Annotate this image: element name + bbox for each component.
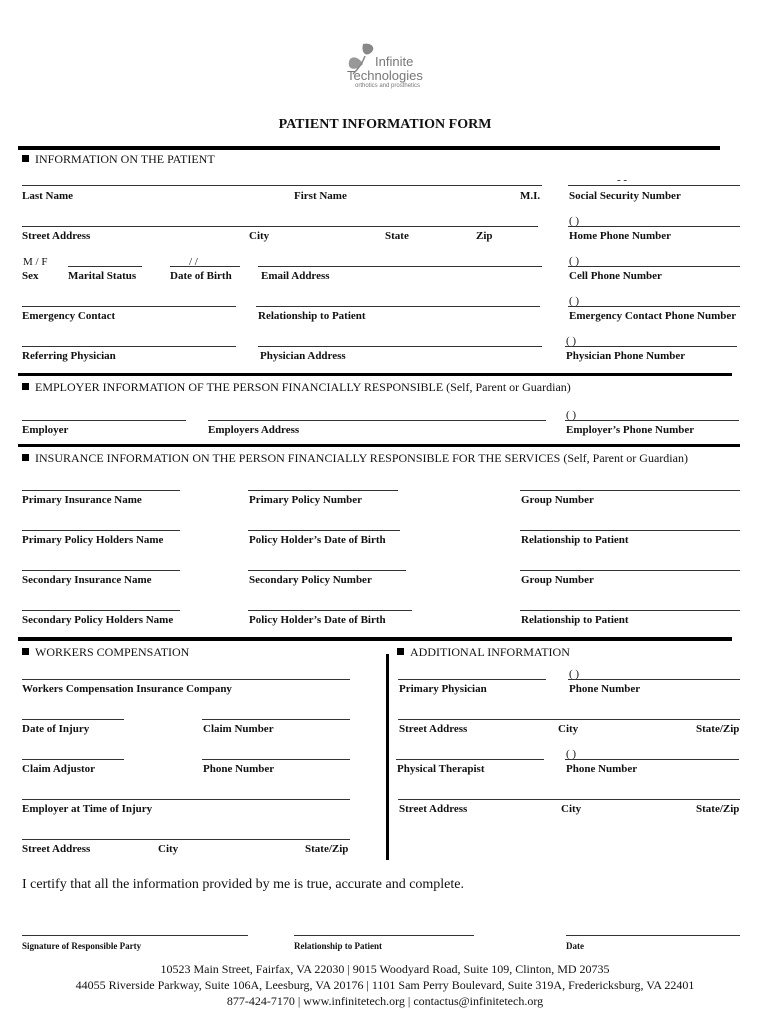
label-signature-relationship: Relationship to Patient bbox=[294, 941, 383, 951]
relationship-field[interactable] bbox=[520, 610, 740, 611]
label-home-phone: Home Phone Number bbox=[569, 230, 672, 242]
employer-phone-prefill: ( ) bbox=[566, 409, 577, 421]
workers-street-field[interactable] bbox=[22, 839, 350, 840]
secondary-holders-field[interactable] bbox=[22, 610, 180, 611]
relationship-field[interactable] bbox=[520, 530, 740, 531]
claim-adjustor-field[interactable] bbox=[22, 759, 124, 760]
primary-holders-field[interactable] bbox=[22, 530, 180, 531]
employer-injury-field[interactable] bbox=[22, 799, 350, 800]
section-divider bbox=[18, 146, 720, 150]
dob-field[interactable] bbox=[170, 266, 240, 267]
label-employer-phone: Employer’s Phone Number bbox=[566, 424, 695, 436]
label-group-number: Group Number bbox=[521, 494, 594, 506]
email-field[interactable] bbox=[258, 266, 542, 267]
label-physician-phone: Physician Phone Number bbox=[566, 350, 686, 362]
section-patient: INFORMATION ON THE PATIENT bbox=[22, 152, 215, 166]
label-phone-number: Phone Number bbox=[203, 763, 275, 775]
label-relationship: Relationship to Patient bbox=[521, 614, 629, 626]
label-phone-number: Phone Number bbox=[569, 683, 641, 695]
form-title: PATIENT INFORMATION FORM bbox=[278, 117, 492, 132]
label-employer-injury: Employer at Time of Injury bbox=[22, 803, 153, 815]
secondary-policy-field[interactable] bbox=[248, 570, 406, 571]
label-last-name: Last Name bbox=[22, 190, 74, 202]
street-address-field[interactable] bbox=[22, 226, 538, 227]
primary-physician-field[interactable] bbox=[398, 679, 546, 680]
label-street-address: Street Address bbox=[399, 803, 468, 815]
primary-physician-phone-field[interactable] bbox=[568, 679, 740, 680]
referring-physician-field[interactable] bbox=[22, 346, 236, 347]
footer-line-3: 877-424-7170 | www.infinitetech.org | contactus@infinitetech.org bbox=[226, 994, 544, 1008]
label-state: State bbox=[385, 230, 409, 242]
label-signature-date: Date bbox=[566, 941, 584, 951]
primary-insurance-field[interactable] bbox=[22, 490, 180, 491]
signature-field[interactable] bbox=[22, 935, 248, 936]
adjustor-phone-field[interactable] bbox=[202, 759, 350, 760]
label-phone-number: Phone Number bbox=[566, 763, 638, 775]
label-physician-address: Physician Address bbox=[260, 350, 346, 362]
claim-number-field[interactable] bbox=[202, 719, 350, 720]
section-divider bbox=[18, 373, 732, 376]
therapist-street-field[interactable] bbox=[398, 799, 740, 800]
label-secondary-insurance: Secondary Insurance Name bbox=[22, 574, 152, 586]
signature-relationship-field[interactable] bbox=[294, 935, 474, 936]
cell-phone-prefill: ( ) bbox=[569, 255, 580, 267]
relationship-field[interactable] bbox=[256, 306, 540, 307]
label-claim-adjustor: Claim Adjustor bbox=[22, 763, 96, 775]
label-relationship: Relationship to Patient bbox=[521, 534, 629, 546]
holder-dob-field[interactable] bbox=[248, 610, 412, 611]
last-name-field[interactable] bbox=[22, 185, 542, 186]
dob-prefill: / / bbox=[189, 256, 198, 268]
label-state-zip: State/Zip bbox=[696, 723, 740, 735]
employer-field[interactable] bbox=[22, 420, 186, 421]
label-first-name: First Name bbox=[294, 190, 347, 202]
section-insurance: INSURANCE INFORMATION ON THE PERSON FINANCIALLY RESPONSIBLE FOR THE SERVICES (Self, Parent or Guardian) bbox=[22, 451, 688, 465]
footer-line-1: 10523 Main Street, Fairfax, VA 22030 | 9015 Woodyard Road, Suite 109, Clinton, MD 20735 bbox=[160, 962, 610, 976]
therapist-phone-field[interactable] bbox=[565, 759, 739, 760]
label-employer-address: Employers Address bbox=[208, 424, 300, 436]
label-group-number: Group Number bbox=[521, 574, 594, 586]
label-primary-holders: Primary Policy Holders Name bbox=[22, 534, 164, 546]
marital-status-field[interactable] bbox=[68, 266, 142, 267]
label-holder-dob: Policy Holder’s Date of Birth bbox=[249, 614, 386, 626]
label-relationship: Relationship to Patient bbox=[258, 310, 366, 322]
section-additional: ADDITIONAL INFORMATION bbox=[397, 645, 570, 659]
label-dob: Date of Birth bbox=[170, 270, 232, 282]
holder-dob-field[interactable] bbox=[248, 530, 400, 531]
label-city: City bbox=[561, 803, 582, 815]
home-phone-prefill: ( ) bbox=[569, 215, 580, 227]
label-mi: M.I. bbox=[520, 190, 541, 202]
emergency-phone-field[interactable] bbox=[568, 306, 740, 307]
label-city: City bbox=[249, 230, 270, 242]
workers-company-field[interactable] bbox=[22, 679, 350, 680]
column-divider bbox=[386, 654, 389, 860]
label-sex: Sex bbox=[22, 270, 39, 282]
emergency-contact-field[interactable] bbox=[22, 306, 236, 307]
ssn-prefill: - - bbox=[617, 174, 628, 186]
label-physical-therapist: Physical Therapist bbox=[397, 763, 485, 775]
group-number-field[interactable] bbox=[520, 490, 740, 491]
date-of-injury-field[interactable] bbox=[22, 719, 124, 720]
section-divider bbox=[18, 637, 732, 641]
ssn-field[interactable] bbox=[568, 185, 740, 186]
label-ssn: Social Security Number bbox=[569, 190, 681, 202]
company-logo bbox=[335, 40, 445, 92]
label-street-address: Street Address bbox=[22, 843, 91, 855]
label-state-zip: State/Zip bbox=[696, 803, 740, 815]
label-email: Email Address bbox=[261, 270, 330, 282]
label-primary-insurance: Primary Insurance Name bbox=[22, 494, 142, 506]
sex-prefill: M / F bbox=[23, 256, 48, 268]
label-secondary-holders: Secondary Policy Holders Name bbox=[22, 614, 174, 626]
section-employer: EMPLOYER INFORMATION OF THE PERSON FINANCIALLY RESPONSIBLE (Self, Parent or Guardian) bbox=[22, 380, 571, 394]
label-primary-physician: Primary Physician bbox=[399, 683, 487, 695]
label-date-of-injury: Date of Injury bbox=[22, 723, 90, 735]
home-phone-field[interactable] bbox=[568, 226, 740, 227]
label-holder-dob: Policy Holder’s Date of Birth bbox=[249, 534, 386, 546]
footer-line-2: 44055 Riverside Parkway, Suite 106A, Leesburg, VA 20176 | 1101 Sam Perry Boulevard, Suite 319A, Fredericksburg, VA 22401 bbox=[75, 978, 695, 992]
primary-policy-field[interactable] bbox=[248, 490, 398, 491]
section-workers: WORKERS COMPENSATION bbox=[22, 645, 189, 659]
label-city: City bbox=[158, 843, 179, 855]
logo-tagline: orthotics and prosthetics bbox=[355, 83, 421, 89]
label-workers-company: Workers Compensation Insurance Company bbox=[22, 683, 232, 695]
label-secondary-policy: Secondary Policy Number bbox=[249, 574, 372, 586]
employer-phone-field[interactable] bbox=[565, 420, 739, 421]
phone-prefill: ( ) bbox=[566, 748, 577, 760]
certification-statement: I certify that all the information provided by me is true, accurate and complete. bbox=[22, 877, 464, 892]
group-number-field[interactable] bbox=[520, 570, 740, 571]
signature-date-field[interactable] bbox=[566, 935, 740, 936]
physical-therapist-field[interactable] bbox=[396, 759, 544, 760]
label-signature: Signature of Responsible Party bbox=[22, 941, 142, 951]
label-street-address: Street Address bbox=[399, 723, 468, 735]
label-marital-status: Marital Status bbox=[68, 270, 137, 282]
label-referring-physician: Referring Physician bbox=[22, 350, 116, 362]
label-zip: Zip bbox=[476, 230, 493, 242]
label-claim-number: Claim Number bbox=[203, 723, 274, 735]
label-emergency-contact: Emergency Contact bbox=[22, 310, 116, 322]
physician-phone-field[interactable] bbox=[565, 346, 737, 347]
label-employer: Employer bbox=[22, 424, 69, 436]
employer-address-field[interactable] bbox=[208, 420, 546, 421]
label-emergency-phone: Emergency Contact Phone Number bbox=[569, 310, 737, 322]
additional-street-field[interactable] bbox=[398, 719, 740, 720]
label-cell-phone: Cell Phone Number bbox=[569, 270, 662, 282]
label-city: City bbox=[558, 723, 579, 735]
secondary-insurance-field[interactable] bbox=[22, 570, 180, 571]
section-divider bbox=[18, 444, 740, 447]
logo-line2: Technologies bbox=[347, 68, 423, 83]
emergency-phone-prefill: ( ) bbox=[569, 295, 580, 307]
physician-phone-prefill: ( ) bbox=[566, 335, 577, 347]
phone-prefill: ( ) bbox=[569, 668, 580, 680]
physician-address-field[interactable] bbox=[258, 346, 542, 347]
label-street-address: Street Address bbox=[22, 230, 91, 242]
label-state-zip: State/Zip bbox=[305, 843, 349, 855]
logo-line1: Infinite bbox=[375, 54, 414, 69]
label-primary-policy: Primary Policy Number bbox=[249, 494, 363, 506]
cell-phone-field[interactable] bbox=[568, 266, 740, 267]
